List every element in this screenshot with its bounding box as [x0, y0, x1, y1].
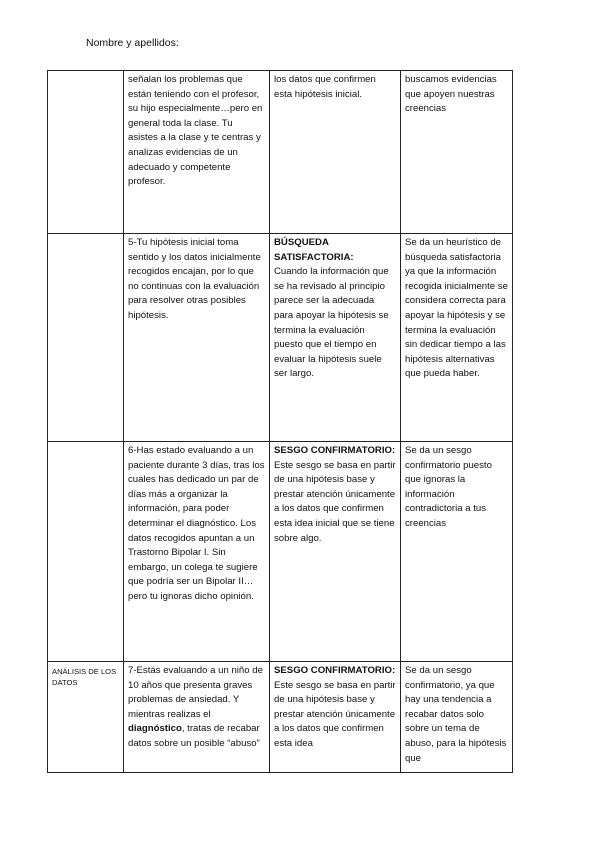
scenario-text: 7-Estás evaluando a un niño de 10 años que presenta graves problemas de ansiedad. Y mientras realizas el — [128, 665, 263, 720]
scenario-cell: 5-Tu hipótesis inicial toma sentido y los datos inicialmente recogidos encajan, por lo que no continuas con la evaluación para resolver otras posibles hipótesis. — [124, 234, 270, 442]
bias-cell — [270, 71, 401, 234]
table-row — [48, 662, 513, 773]
bias-text: Este sesgo se basa en partir de una hipótesis base y prestar atención únicamente a los datos que confirmen esta idea — [274, 679, 396, 749]
scenario-cell: 6-Has estado evaluando a un paciente durante 3 días, tras los cuales has dedicado un par de días más a organizar la información, para poder determinar el diagnóstico. Los datos recogidos apuntan a un Trastorno Bipolar I. Sin embargo, un colega te sugiere que podría ser un Bipolar II…pero tu ignoras dicho opinión. — [124, 442, 270, 662]
bias-text: Este sesgo se basa en partir de una hipótesis base y prestar atención únicamente a los datos que confirmen esta idea inicial que se tiene sobre algo. — [274, 459, 396, 544]
explanation-cell: Se da un sesgo confirmatorio, ya que hay una tendencia a recabar datos solo sobre un tema de abuso, para la hipótesis que — [401, 662, 513, 773]
scenario-bold-term: diagnóstico — [128, 723, 182, 735]
bias-text: Cuando la información que se ha revisado al principio parece ser la adecuada para apoyar la hipótesis se termina la evaluación puesto que el tiempo en evaluar la hipótesis suele ser largo. — [274, 266, 389, 380]
explanation-cell: Se da un sesgo confirmatorio puesto que ignoras la información contradictoria a tus creencias — [401, 442, 513, 662]
table-row — [48, 442, 513, 662]
explanation-cell: Se da un heurístico de búsqueda satisfactoria ya que la información recogida inicialmente se considera correcta para apoyar la hipótesis y se termina la evaluación sin dedicar tiempo a las hipótesis alternativas que pueda haber. — [401, 234, 513, 442]
bias-text: los datos que confirmen esta hipótesis inicial. — [274, 74, 376, 100]
scenario-text: , tratas de recabar datos sobre un posible “abuso” — [128, 723, 260, 749]
name-label: Nombre y apellidos: — [86, 37, 179, 49]
bias-table — [47, 70, 513, 773]
section-label-cell — [48, 442, 124, 662]
section-label-cell — [48, 71, 124, 234]
bias-cell — [270, 442, 401, 662]
bias-cell — [270, 662, 401, 773]
bias-title: SESGO CONFIRMATORIO: — [274, 665, 396, 676]
bias-cell — [270, 234, 401, 442]
bias-title: BÚSQUEDA SATISFACTORIA: — [274, 237, 354, 263]
scenario-cell — [124, 662, 270, 773]
scenario-cell: señalan los problemas que están teniendo con el profesor, su hijo especialmente…pero en general toda la clase. Tu asistes a la clase y te centras y analizas evidencias de un adecuado y competente profesor. — [124, 71, 270, 234]
table-row — [48, 71, 513, 234]
section-label-cell — [48, 234, 124, 442]
table-row — [48, 234, 513, 442]
section-label-cell: ANÁLISIS DE LOS DATOS — [48, 662, 124, 773]
explanation-cell: buscamos evidencias que apoyen nuestras creencias — [401, 71, 513, 234]
bias-title: SESGO CONFIRMATORIO: — [274, 445, 396, 456]
